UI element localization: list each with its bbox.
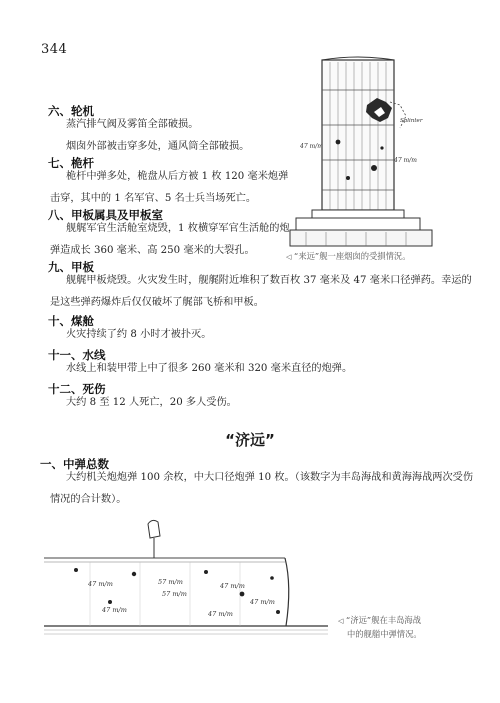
section-heading: 八、甲板属具及甲板室 [48,208,163,222]
sketch-label: 47 m/m [300,143,323,150]
sketch-label: Splinter [400,118,423,124]
paragraph-line: 是这些弹药爆炸后仅仅破坏了艉部飞桥和甲板。 [50,297,264,308]
figure-caption: ◁ “来远”舰一座烟囱的受損情況。 [286,251,411,261]
section-heading: 十一、水线 [48,348,106,362]
bow-damage-sketch [40,516,328,646]
sketch-label: 47 m/m [220,582,245,590]
sketch-label: 47 m/m [208,610,233,618]
paragraph-line: 桅杆中弹多处，桅盘从后方被 1 枚 120 毫米炮弹 [66,171,289,182]
section-heading: 一、中弹总数 [40,457,109,471]
figure-caption: ◁ “济远”舰在丰岛海战 中的舰艏中弹情况。 [338,615,422,639]
paragraph-line: 烟囱外部被击穿多处，通风筒全部破损。 [66,141,250,152]
sketch-label: 57 m/m [162,590,187,598]
paragraph-line: 弹造成长 360 毫米、高 250 毫米的大裂孔。 [50,245,255,256]
sketch-label: 47 m/m [102,606,127,614]
paragraph-line: 蒸汽排气阀及雾笛全部破损。 [66,119,199,130]
page-number: 344 [41,42,68,57]
sketch-label: 47 m/m [394,157,417,164]
paragraph-line: 舰艉军官生活舱室烧毁，1 枚横穿军官生活舱的炮 [66,223,290,234]
paragraph-line: 大约机关炮炮弹 100 余枚，中大口径炮弹 10 枚。（该数字为丰岛海战和黄海海战两次受伤 [66,472,474,483]
section-heading: 十、煤舱 [48,314,94,328]
paragraph-line: 火灾持续了约 8 小时才被扑灭。 [66,329,212,340]
paragraph-line: 情况的合计数）。 [50,494,127,505]
section-heading: 十二、死伤 [48,382,106,396]
funnel-damage-sketch [282,50,472,265]
section-heading: 六、轮机 [48,104,94,118]
sketch-label: 57 m/m [158,578,183,586]
paragraph-line: 水线上和装甲带上中了很多 260 毫米和 320 毫米直径的炮弹。 [66,363,353,374]
section-heading: 九、甲板 [48,260,94,274]
paragraph-line: 大约 8 至 12 人死亡，20 多人受伤。 [66,397,237,408]
paragraph-line: 舰艉甲板烧毁。火灾发生时，舰艉附近堆积了数百枚 37 毫米及 47 毫米口径弹药。幸运的 [66,275,472,286]
sketch-label: 47 m/m [88,580,113,588]
section-heading: 七、桅杆 [48,156,94,170]
paragraph-line: 击穿，其中的 1 名军官、5 名士兵当场死亡。 [50,193,257,204]
sketch-label: 47 m/m [250,598,275,606]
ship-title: “济远” [225,431,275,449]
